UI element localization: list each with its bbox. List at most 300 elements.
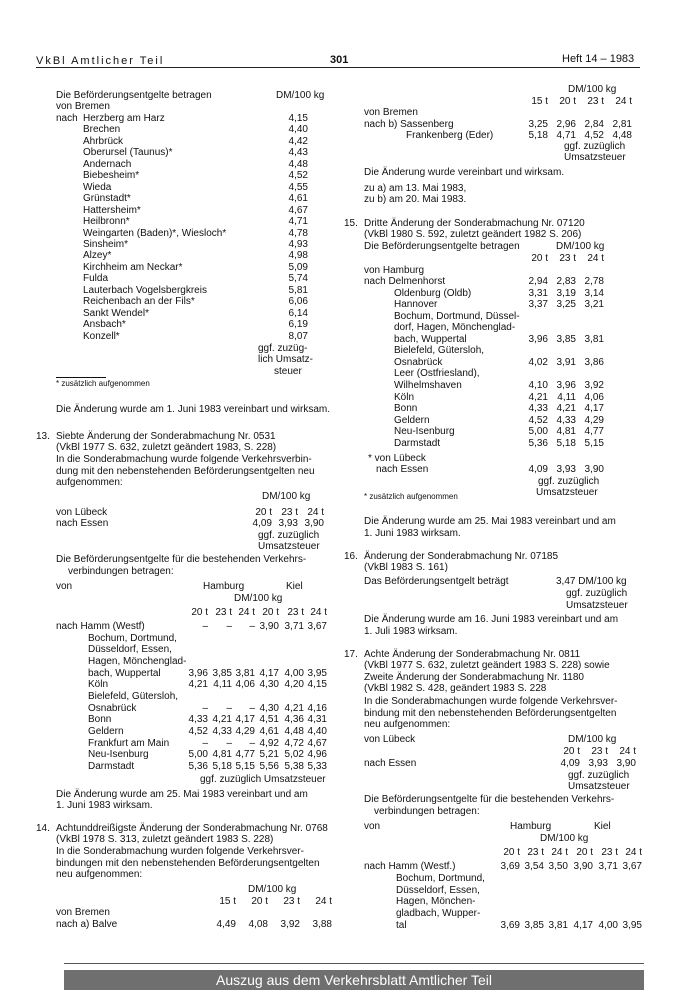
destination-name: Bochum, Dortmund, — [88, 632, 177, 644]
rate-value: 3,31 — [528, 287, 548, 299]
rate-value: 4,29 — [235, 725, 255, 737]
rate-value: 5,15 — [584, 437, 604, 449]
rate-value: 5,09 — [288, 261, 308, 273]
rate-value: 4,48 — [284, 725, 304, 737]
section-title: (VkBl 1977 S. 632, zuletzt geändert 1983 S. 228) sowie — [364, 660, 610, 671]
rate-value: 3,81 — [548, 920, 568, 931]
rate-value: 2,84 — [584, 119, 604, 130]
origin-label: von Lübeck — [56, 507, 108, 518]
rate-value: 3,81 — [235, 667, 255, 679]
rate-value: 4,96 — [307, 749, 327, 761]
city-header: Hamburg — [203, 581, 245, 592]
rate-value: 4,33 — [188, 714, 208, 726]
rate-value: 3,14 — [584, 287, 604, 299]
rate-value: 3,67 — [622, 861, 642, 872]
rate-value: 5,18 — [528, 130, 548, 141]
destination-name: nach Essen — [364, 758, 417, 769]
section-title: Achtunddreißigste Änderung der Sonderabmachung Nr. 0768 — [56, 823, 328, 834]
destination-name: Herzberg am Harz — [83, 113, 165, 124]
rate-value: 4,06 — [584, 391, 604, 403]
change-note: 1. Juni 1983 wirksam. — [56, 800, 153, 811]
rate-value: 4,21 — [556, 403, 576, 415]
rate-value: 3,25 — [556, 299, 576, 311]
destination-name: Darmstadt — [88, 760, 135, 772]
rate-value: 4,67 — [307, 737, 327, 749]
paragraph: neu aufgenommen: — [364, 719, 451, 730]
rate-value: – — [249, 702, 255, 714]
rate-value: 4,98 — [288, 250, 308, 262]
rate-value: 4,17 — [573, 920, 593, 931]
rate-value: 3,93 — [278, 518, 298, 529]
weight-header: 24 t — [238, 607, 255, 618]
destination-name: nach a) Balve — [56, 919, 118, 930]
destination-name: Oberursel (Taunus)* — [83, 147, 173, 159]
vat-note: steuer — [274, 366, 302, 377]
rate-value: – — [226, 702, 232, 714]
unit-label: DM/100 kg — [556, 241, 605, 252]
paragraph: dung mit den nebenstehenden Beförderungsentgelten neu — [56, 466, 315, 477]
rate-value: 4,08 — [248, 919, 268, 930]
section-title: Änderung der Sonderabmachung Nr. 07185 — [364, 551, 559, 562]
vat-note: Umsatzsteuer — [258, 541, 320, 552]
weight-header: 20 t — [191, 607, 208, 618]
rate-value: 3,90 — [584, 464, 604, 475]
vat-note: Umsatzsteuer — [568, 781, 630, 792]
section-title: (VkBl 1978 S. 313, zuletzt geändert 1983 S. 228) — [56, 834, 274, 845]
city-header: Kiel — [594, 821, 611, 832]
destination-name: Fulda — [83, 273, 109, 285]
destination-name: Ansbach* — [83, 319, 126, 331]
paragraph: bindungen mit den nebenstehenden Beförderungsentgelten — [56, 858, 320, 869]
rate-value: 3,96 — [556, 379, 576, 391]
weight-header: 20 t — [576, 847, 593, 858]
weight-header: 20 t — [559, 96, 576, 107]
section-number: 14. — [36, 823, 50, 834]
change-note: Die Änderung wurde vereinbart und wirksam. — [364, 167, 565, 178]
destination-name: Bielefeld, Gütersloh, — [88, 690, 179, 702]
rate-value: 3,21 — [584, 299, 604, 311]
rate-value: 4,61 — [288, 193, 308, 205]
rate-value: 3,85 — [556, 333, 576, 345]
destination-name: Neu-Isenburg — [88, 749, 149, 761]
rate-value: 4,93 — [288, 238, 308, 250]
weight-header: 15 t — [219, 896, 236, 907]
rate-value: 2,96 — [556, 119, 576, 130]
destination-name: Wilhelmshaven — [394, 379, 462, 391]
rate-value: 4,52 — [288, 170, 308, 182]
rate-value: 3,90 — [259, 621, 279, 632]
change-note: Die Änderung wurde am 16. Juni 1983 vereinbart und am — [364, 614, 619, 625]
rate-value: 4,02 — [528, 356, 548, 368]
rate-value: 3,19 — [556, 287, 576, 299]
rate-value: 5,36 — [528, 437, 548, 449]
weight-header: 15 t — [531, 96, 548, 107]
destination-name: gladbach, Wupper- — [396, 908, 481, 920]
destination-name: Bonn — [88, 714, 112, 726]
weight-header: 20 t — [262, 607, 279, 618]
rate-value: 4,52 — [584, 130, 604, 141]
unit-label: DM/100 kg — [568, 84, 617, 95]
weight-header: 23 t — [601, 847, 618, 858]
rate-value: 4,77 — [584, 426, 604, 438]
weight-header: 23 t — [215, 607, 232, 618]
paragraph: aufgenommen: — [56, 477, 123, 488]
section-number: 16. — [344, 551, 358, 562]
unit-label: DM/100 kg — [234, 593, 283, 604]
rate-value: 4,09 — [528, 464, 548, 475]
rate-value: 3,50 — [548, 861, 568, 872]
rate-value: 5,81 — [288, 284, 308, 296]
change-note: 1. Juli 1983 wirksam. — [364, 626, 458, 637]
weight-header: 23 t — [587, 96, 604, 107]
vat-note: Umsatzsteuer — [566, 600, 628, 611]
rate-value: 4,21 — [212, 714, 232, 726]
rate-value: 4,17 — [235, 714, 255, 726]
destination-name: Andernach — [83, 158, 132, 170]
rate-value: 3,47 DM/100 kg — [556, 576, 627, 587]
section-title: (VkBl 1977 S. 632, zuletzt geändert 1983, S. 228) — [56, 442, 277, 453]
rate-value: 3,93 — [588, 758, 608, 769]
rate-value: 5,33 — [307, 760, 327, 772]
change-note: zu a) am 13. Mai 1983, — [364, 183, 467, 194]
destination-name: Neu-Isenburg — [394, 426, 455, 438]
destination-name: Kirchheim am Neckar* — [83, 261, 183, 273]
rate-value: 3,93 — [556, 464, 576, 475]
rate-value: 3,81 — [584, 333, 604, 345]
weight-header: 20 t — [503, 847, 520, 858]
rate-value: 4,20 — [284, 679, 304, 691]
rate-value: 5,02 — [284, 749, 304, 761]
destination-name: Osnabrück — [88, 702, 137, 714]
rate-value: 4,42 — [288, 135, 308, 147]
unit-label: DM/100 kg — [568, 734, 617, 745]
section-number: 17. — [344, 649, 358, 660]
rate-value: 4,21 — [188, 679, 208, 691]
rate-value: 5,74 — [288, 273, 308, 285]
destination-name: * von Lübeck — [368, 453, 426, 464]
rate-value: – — [226, 737, 232, 749]
rate-value: 3,90 — [573, 861, 593, 872]
rate-value: 3,69 — [500, 920, 520, 931]
rate-value: 3,92 — [280, 919, 300, 930]
rate-value: 4,48 — [612, 130, 632, 141]
rate-value: 3,90 — [616, 758, 636, 769]
rate-value: 4,00 — [598, 920, 618, 931]
change-note: zu b) am 20. Mai 1983. — [364, 194, 467, 205]
rate-value: 4,15 — [307, 679, 327, 691]
rate-value: 4,71 — [556, 130, 576, 141]
section-title: Zweite Änderung der Sonderabmachung Nr. 1180 — [364, 672, 584, 683]
rate-value: 4,11 — [213, 679, 232, 691]
rate-value: 4,29 — [584, 414, 604, 426]
destination-name: Frankfurt am Main — [88, 737, 170, 749]
rate-value: 4,77 — [235, 749, 255, 761]
vat-note: Umsatzsteuer — [564, 152, 626, 163]
weight-header: 24 t — [619, 746, 636, 757]
destination-name: Bochum, Dortmund, — [396, 872, 485, 884]
destination-name: Hattersheim* — [83, 204, 141, 216]
rate-value: 4,09 — [252, 518, 272, 529]
paragraph: verbindungen betragen: — [374, 806, 480, 817]
weight-header: 20 t — [531, 253, 548, 264]
rate-value: 4,48 — [288, 158, 308, 170]
origin-label: von Hamburg — [364, 265, 425, 276]
section-title: (VkBl 1980 S. 592, zuletzt geändert 1982 S. 206) — [364, 229, 582, 240]
rate-value: 3,69 — [500, 861, 520, 872]
destination-name: Alzey* — [83, 250, 112, 262]
change-note: 1. Juni 1983 wirksam. — [364, 528, 461, 539]
rate-value: 4,30 — [259, 679, 279, 691]
section-number: 15. — [344, 218, 358, 229]
rate-value: 5,38 — [284, 760, 304, 772]
footer-rule — [64, 963, 644, 964]
destination-name: nach Essen — [376, 464, 429, 475]
destination-name: Konzell* — [83, 330, 120, 342]
rate-value: 4,92 — [259, 737, 279, 749]
weight-header: 24 t — [615, 96, 632, 107]
rate-value: 4,72 — [284, 737, 304, 749]
issue-label: Heft 14 – 1983 — [562, 53, 635, 65]
unit-label: DM/100 kg — [248, 884, 297, 895]
vat-note: lich Umsatz- — [258, 354, 314, 365]
rate-value: 3,54 — [524, 861, 544, 872]
rate-value: 4,78 — [288, 227, 308, 239]
rate-value: – — [202, 737, 208, 749]
rate-value: 3,37 — [528, 299, 548, 311]
page-number: 301 — [330, 54, 349, 66]
rate-value: 3,67 — [307, 621, 327, 632]
destination-name: Osnabrück — [394, 356, 443, 368]
rate-value: 3,85 — [524, 920, 544, 931]
section-number: 13. — [36, 431, 50, 442]
paragraph: bindung mit den nebenstehenden Beförderungsentgelten — [364, 708, 617, 719]
destination-name: Oldenburg (Oldb) — [394, 287, 472, 299]
weight-header: 23 t — [559, 253, 576, 264]
vat-note: ggf. zuzüglich — [568, 770, 630, 781]
change-note: Die Änderung wurde am 25. Mai 1983 vereinbart und am — [364, 516, 616, 527]
destination-name: Geldern — [394, 414, 430, 426]
rate-value: 5,56 — [259, 760, 279, 772]
rate-value: 5,18 — [212, 760, 232, 772]
footnote: * zusätzlich aufgenommen — [364, 492, 458, 501]
rate-value: 4,31 — [307, 714, 327, 726]
vat-note: ggf. zuzüglich — [566, 588, 628, 599]
rate-value: 4,51 — [259, 714, 279, 726]
nach-label: nach — [56, 113, 78, 124]
destination-name: Bochum, Dortmund, Düssel- — [394, 310, 520, 322]
city-header: Hamburg — [510, 821, 552, 832]
rate-value: 4,21 — [528, 391, 548, 403]
rate-value: 4,81 — [212, 749, 232, 761]
paragraph: Die Beförderungsentgelte für die bestehenden Verkehrs- — [364, 794, 615, 805]
paragraph: Die Beförderungsentgelte betragen — [364, 241, 520, 252]
rate-value: 3,71 — [598, 861, 618, 872]
destination-name: bach, Wuppertal — [88, 667, 161, 679]
destination-name: Biebesheim* — [83, 170, 140, 182]
vat-note: ggf. zuzüglich — [258, 530, 320, 541]
origin-label: von Bremen — [56, 907, 110, 918]
rate-value: 4,15 — [288, 113, 308, 124]
city-header: Kiel — [286, 581, 303, 592]
rate-value: 2,81 — [612, 119, 632, 130]
rate-value: 4,40 — [288, 124, 308, 136]
rate-value: 4,52 — [528, 414, 548, 426]
rate-value: 6,06 — [288, 296, 308, 308]
rate-value: 3,96 — [528, 333, 548, 345]
rate-value: 3,96 — [188, 667, 208, 679]
rate-value: 4,30 — [259, 702, 279, 714]
destination-name: Grünstadt* — [83, 193, 131, 205]
rate-value: 3,88 — [312, 919, 332, 930]
rate-value: 4,09 — [560, 758, 580, 769]
section-title: Dritte Änderung der Sonderabmachung Nr. 07120 — [364, 218, 585, 229]
rate-value: 4,67 — [288, 204, 308, 216]
destination-name: tal — [396, 920, 407, 931]
rate-value: 3,95 — [307, 667, 327, 679]
rate-value: – — [202, 621, 208, 632]
rate-value: – — [249, 621, 255, 632]
destination-name: Sankt Wendel* — [83, 307, 149, 319]
destination-name: Ahrbrück — [83, 135, 124, 147]
destination-name: Düsseldorf, Essen, — [396, 884, 480, 896]
destination-name: nach b) Sassenberg — [364, 119, 454, 130]
rate-value: 4,33 — [212, 725, 232, 737]
footer-banner: Auszug aus dem Verkehrsblatt Amtlicher Teil — [64, 970, 644, 990]
rate-value: 4,11 — [557, 391, 576, 403]
paragraph: Das Beförderungsentgelt beträgt — [364, 576, 509, 587]
weight-header: 24 t — [307, 507, 324, 518]
destination-name: nach Essen — [56, 518, 109, 529]
destination-name: Brechen — [83, 124, 121, 136]
weight-header: 23 t — [287, 607, 304, 618]
weight-header: 24 t — [315, 896, 332, 907]
weight-header: 24 t — [587, 253, 604, 264]
weight-header: 23 t — [283, 896, 300, 907]
weight-header: 20 t — [563, 746, 580, 757]
weight-header: 23 t — [527, 847, 544, 858]
weight-header: 20 t — [251, 896, 268, 907]
rate-value: 5,18 — [556, 437, 576, 449]
weight-header: 24 t — [625, 847, 642, 858]
rate-value: 4,81 — [556, 426, 576, 438]
vat-note: ggf. zuzüglich — [564, 141, 626, 152]
rate-value: 4,36 — [284, 714, 304, 726]
vat-note: ggf. zuzüglich — [538, 476, 600, 487]
rate-value: 3,25 — [528, 119, 548, 130]
origin-label: von Lübeck — [364, 734, 416, 745]
rate-value: 4,71 — [288, 216, 308, 228]
rate-value: 3,86 — [584, 356, 604, 368]
change-note: Die Änderung wurde am 25. Mai 1983 vereinbart und am — [56, 789, 308, 800]
rate-value: 3,95 — [622, 920, 642, 931]
destination-name: Weingarten (Baden)*, Wiesloch* — [83, 227, 227, 239]
vat-note: ggf. zuzüg- — [258, 343, 308, 354]
vat-note: Umsatzsteuer — [536, 487, 598, 498]
destination-name: Hannover — [394, 299, 438, 311]
unit-label: DM/100 kg — [276, 90, 325, 101]
rate-value: – — [249, 737, 255, 749]
rate-value: 3,90 — [304, 518, 324, 529]
destination-name: nach Delmenhorst — [364, 276, 446, 287]
destination-name: Wieda — [83, 181, 112, 193]
origin-label: von — [56, 581, 73, 592]
destination-name: Lauterbach Vogelsbergkreis — [83, 284, 207, 296]
weight-header: 24 t — [310, 607, 327, 618]
origin-label: von Bremen — [56, 101, 110, 112]
rate-value: 4,33 — [556, 414, 576, 426]
destination-name: Hagen, Mönchenglad- — [88, 655, 187, 667]
destination-name: Köln — [394, 391, 415, 403]
rate-value: 4,17 — [259, 667, 279, 679]
rate-value: – — [202, 702, 208, 714]
intro-text: Die Beförderungsentgelte betragen — [56, 90, 212, 101]
section-title: (VkBl 1982 S. 428, geändert 1983 S. 228 — [364, 683, 547, 694]
destination-name: Köln — [88, 679, 109, 691]
rate-value: 2,94 — [528, 276, 548, 287]
destination-name: Hagen, Mönchen- — [396, 896, 476, 908]
unit-label: DM/100 kg — [262, 491, 311, 502]
footnote-rule — [56, 377, 106, 378]
change-note: Die Änderung wurde am 1. Juni 1983 vereinbart und wirksam. — [56, 404, 331, 415]
origin-label: von Bremen — [364, 107, 418, 118]
rate-value: – — [226, 621, 232, 632]
rate-value: 3,92 — [584, 379, 604, 391]
destination-name: nach Hamm (Westf) — [56, 621, 145, 632]
destination-name: Sinsheim* — [83, 238, 129, 250]
destination-name: nach Hamm (Westf.) — [364, 861, 456, 872]
destination-name: dorf, Hagen, Mönchenglad- — [394, 322, 516, 334]
weight-header: 24 t — [551, 847, 568, 858]
rate-value: 5,15 — [235, 760, 255, 772]
rate-value: 4,06 — [235, 679, 255, 691]
rate-value: 4,43 — [288, 147, 308, 159]
rate-value: 4,40 — [307, 725, 327, 737]
destination-name: Heilbronn* — [83, 216, 130, 228]
rate-value: 5,00 — [528, 426, 548, 438]
destination-name: Düsseldorf, Essen, — [88, 644, 172, 656]
destination-name: Bonn — [394, 403, 418, 415]
rate-value: 5,00 — [188, 749, 208, 761]
destination-name: Geldern — [88, 725, 124, 737]
rate-value: 4,49 — [216, 919, 236, 930]
header-rule — [36, 67, 640, 68]
origin-label: von — [364, 821, 381, 832]
rate-value: 4,16 — [307, 702, 327, 714]
rate-value: 4,52 — [188, 725, 208, 737]
paragraph: neu aufgenommen: — [56, 869, 143, 880]
weight-header: 23 t — [591, 746, 608, 757]
footnote: * zusätzlich aufgenommen — [56, 379, 150, 388]
rate-value: 4,55 — [288, 181, 308, 193]
rate-value: 3,71 — [284, 621, 304, 632]
rate-value: 4,33 — [528, 403, 548, 415]
destination-name: bach, Wuppertal — [394, 333, 467, 345]
destination-name: Darmstadt — [394, 437, 441, 449]
paragraph: Die Beförderungsentgelte für die bestehenden Verkehrs- — [56, 554, 307, 565]
rate-value: 3,85 — [212, 667, 232, 679]
rate-value: 2,78 — [584, 276, 604, 287]
rate-value: 4,00 — [284, 667, 304, 679]
destination-name: Leer (Ostfriesland), — [394, 368, 480, 380]
paragraph: verbindungen betragen: — [68, 566, 174, 577]
journal-title: VkBl Amtlicher Teil — [36, 55, 165, 67]
rate-value: 3,91 — [556, 356, 576, 368]
rate-value: 4,10 — [528, 379, 548, 391]
weight-header: 20 t — [255, 507, 272, 518]
rate-value: 2,83 — [556, 276, 576, 287]
rate-value: 6,14 — [288, 307, 308, 319]
rate-value: 6,19 — [288, 319, 308, 331]
